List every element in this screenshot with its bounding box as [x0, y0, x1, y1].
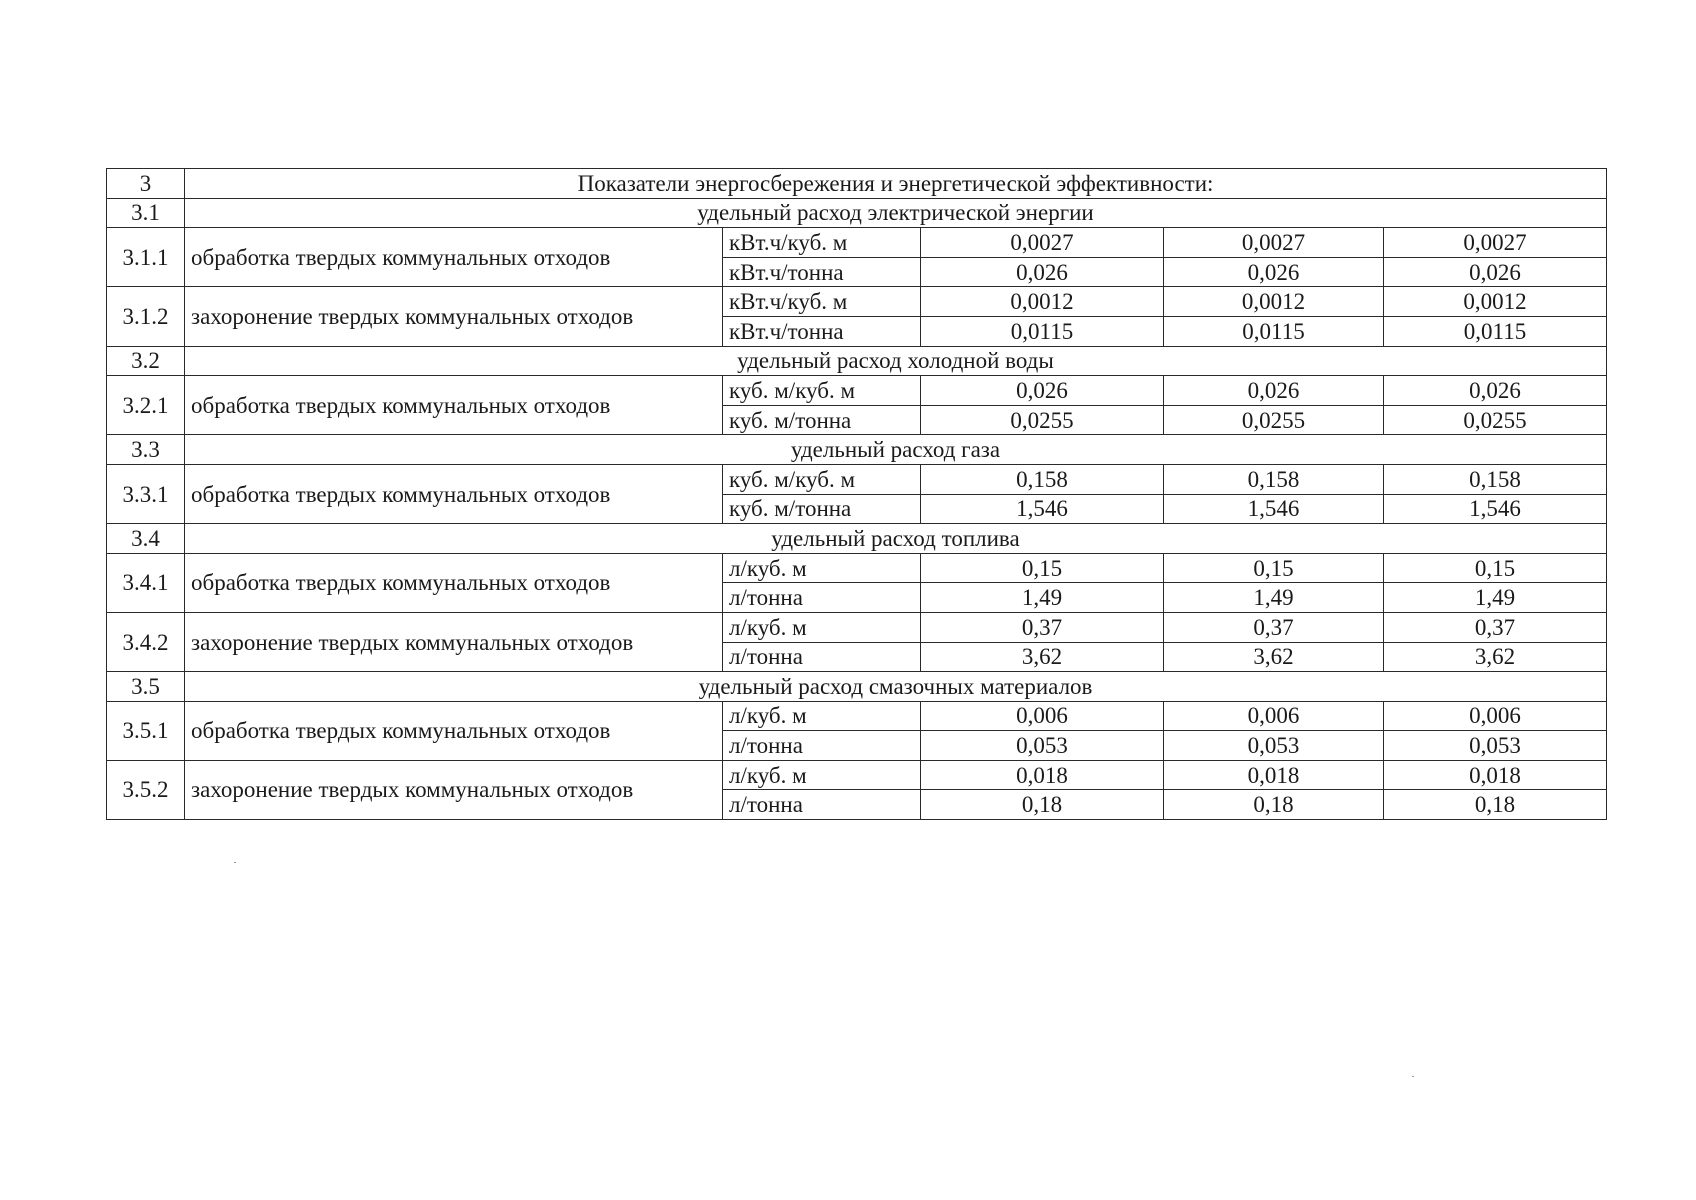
value-cell: 0,026 [1384, 376, 1607, 406]
unit-cell: л/куб. м [723, 701, 921, 731]
item-name: обработка твердых коммунальных отходов [185, 228, 723, 287]
item-name: обработка твердых коммунальных отходов [185, 376, 723, 435]
unit-cell: кВт.ч/тонна [723, 257, 921, 287]
unit-cell: кВт.ч/куб. м [723, 287, 921, 317]
group-title: удельный расход холодной воды [185, 346, 1607, 376]
value-cell: 0,018 [921, 760, 1164, 790]
group-header-row [107, 346, 1607, 376]
table-row [107, 553, 1607, 583]
unit-cell: куб. м/куб. м [723, 464, 921, 494]
value-cell: 1,49 [921, 583, 1164, 613]
group-number: 3.3 [107, 435, 185, 465]
value-cell: 0,006 [1164, 701, 1384, 731]
item-name: захоронение твердых коммунальных отходов [185, 612, 723, 671]
section-number: 3 [107, 169, 185, 199]
item-number: 3.1.1 [107, 228, 185, 287]
item-number: 3.2.1 [107, 376, 185, 435]
value-cell: 0,18 [921, 790, 1164, 820]
unit-cell: л/тонна [723, 731, 921, 761]
group-header-row [107, 524, 1607, 554]
value-cell: 0,026 [1384, 257, 1607, 287]
group-title: удельный расход электрической энергии [185, 198, 1607, 228]
item-number: 3.5.2 [107, 760, 185, 819]
table-row [107, 228, 1607, 258]
value-cell: 0,0115 [1164, 316, 1384, 346]
value-cell: 1,49 [1164, 583, 1384, 613]
value-cell: 0,15 [921, 553, 1164, 583]
value-cell: 0,18 [1384, 790, 1607, 820]
section-title: Показатели энергосбережения и энергетической эффективности: [185, 169, 1607, 199]
value-cell: 3,62 [1164, 642, 1384, 672]
value-cell: 0,158 [1164, 464, 1384, 494]
item-name: обработка твердых коммунальных отходов [185, 464, 723, 523]
value-cell: 0,15 [1384, 553, 1607, 583]
value-cell: 0,0115 [921, 316, 1164, 346]
value-cell: 0,053 [921, 731, 1164, 761]
value-cell: 0,0255 [1384, 405, 1607, 435]
value-cell: 0,0115 [1384, 316, 1607, 346]
unit-cell: куб. м/тонна [723, 405, 921, 435]
value-cell: 1,546 [1384, 494, 1607, 524]
value-cell: 0,37 [1164, 612, 1384, 642]
item-name: захоронение твердых коммунальных отходов [185, 287, 723, 346]
item-name: обработка твердых коммунальных отходов [185, 701, 723, 760]
energy-efficiency-table [106, 168, 1607, 820]
value-cell: 0,018 [1164, 760, 1384, 790]
unit-cell: куб. м/куб. м [723, 376, 921, 406]
item-number: 3.4.2 [107, 612, 185, 671]
item-name: обработка твердых коммунальных отходов [185, 553, 723, 612]
unit-cell: л/куб. м [723, 612, 921, 642]
value-cell: 1,546 [1164, 494, 1384, 524]
value-cell: 0,018 [1384, 760, 1607, 790]
value-cell: 1,546 [921, 494, 1164, 524]
value-cell: 0,158 [1384, 464, 1607, 494]
item-number: 3.5.1 [107, 701, 185, 760]
value-cell: 0,053 [1164, 731, 1384, 761]
value-cell: 0,026 [1164, 257, 1384, 287]
unit-cell: кВт.ч/тонна [723, 316, 921, 346]
group-header-row [107, 198, 1607, 228]
group-number: 3.4 [107, 524, 185, 554]
group-title: удельный расход газа [185, 435, 1607, 465]
table-row [107, 464, 1607, 494]
group-header-row [107, 672, 1607, 702]
unit-cell: куб. м/тонна [723, 494, 921, 524]
scanned-page [106, 168, 1606, 820]
table-row [107, 760, 1607, 790]
group-title: удельный расход смазочных материалов [185, 672, 1607, 702]
scan-speck [1412, 1076, 1414, 1077]
unit-cell: л/куб. м [723, 553, 921, 583]
item-number: 3.1.2 [107, 287, 185, 346]
unit-cell: л/тонна [723, 790, 921, 820]
table-row [107, 612, 1607, 642]
value-cell: 0,0012 [921, 287, 1164, 317]
item-number: 3.4.1 [107, 553, 185, 612]
item-name: захоронение твердых коммунальных отходов [185, 760, 723, 819]
table-row [107, 376, 1607, 406]
value-cell: 0,0255 [921, 405, 1164, 435]
section-header-row [107, 169, 1607, 199]
value-cell: 0,158 [921, 464, 1164, 494]
value-cell: 0,0027 [921, 228, 1164, 258]
scan-speck [234, 862, 236, 863]
value-cell: 0,0255 [1164, 405, 1384, 435]
unit-cell: л/куб. м [723, 760, 921, 790]
value-cell: 0,053 [1384, 731, 1607, 761]
group-number: 3.1 [107, 198, 185, 228]
value-cell: 0,37 [921, 612, 1164, 642]
value-cell: 0,18 [1164, 790, 1384, 820]
item-number: 3.3.1 [107, 464, 185, 523]
value-cell: 3,62 [921, 642, 1164, 672]
value-cell: 0,026 [921, 376, 1164, 406]
unit-cell: л/тонна [723, 642, 921, 672]
value-cell: 0,006 [1384, 701, 1607, 731]
unit-cell: кВт.ч/куб. м [723, 228, 921, 258]
table-row [107, 287, 1607, 317]
value-cell: 3,62 [1384, 642, 1607, 672]
value-cell: 0,006 [921, 701, 1164, 731]
value-cell: 0,15 [1164, 553, 1384, 583]
value-cell: 0,37 [1384, 612, 1607, 642]
group-number: 3.2 [107, 346, 185, 376]
value-cell: 0,0012 [1164, 287, 1384, 317]
value-cell: 0,0012 [1384, 287, 1607, 317]
value-cell: 0,0027 [1384, 228, 1607, 258]
value-cell: 0,026 [921, 257, 1164, 287]
value-cell: 1,49 [1384, 583, 1607, 613]
group-title: удельный расход топлива [185, 524, 1607, 554]
group-number: 3.5 [107, 672, 185, 702]
group-header-row [107, 435, 1607, 465]
value-cell: 0,026 [1164, 376, 1384, 406]
table-row [107, 701, 1607, 731]
table-body [107, 169, 1607, 820]
unit-cell: л/тонна [723, 583, 921, 613]
value-cell: 0,0027 [1164, 228, 1384, 258]
